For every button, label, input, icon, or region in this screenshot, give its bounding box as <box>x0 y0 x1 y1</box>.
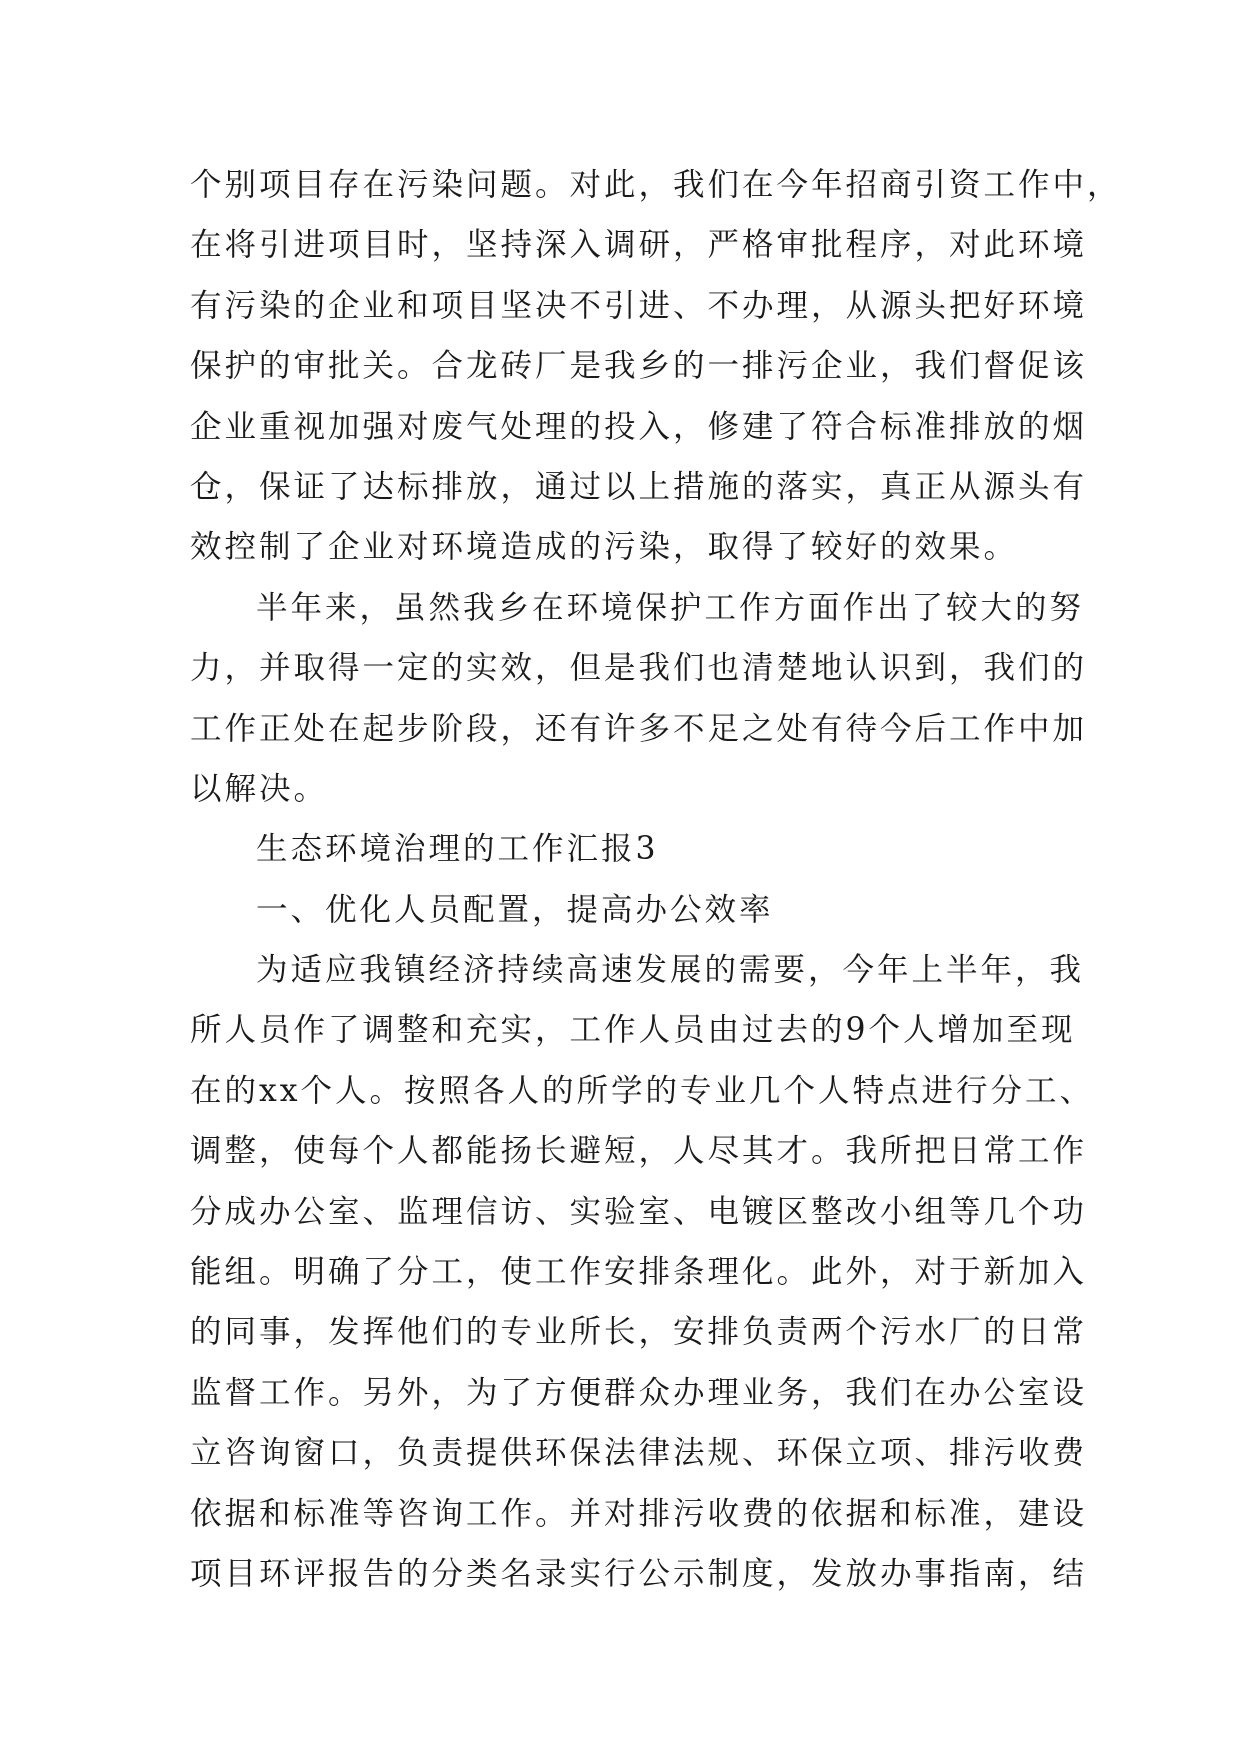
text-line: 效控制了企业对环境造成的污染，取得了较好的效果。 <box>190 529 1019 566</box>
text-line: 仓，保证了达标排放，通过以上措施的落实，真正从源头有 <box>190 468 1088 505</box>
text-line: 监督工作。另外，为了方便群众办理业务，我们在办公室设 <box>190 1374 1088 1411</box>
text-line: 保护的审批关。合龙砖厂是我乡的一排污企业，我们督促该 <box>190 348 1088 385</box>
text-line: 个别项目存在污染问题。对此，我们在今年招商引资工作中， <box>190 167 1122 203</box>
text-line: 的同事，发挥他们的专业所长，安排负责两个污水厂的日常 <box>190 1314 1088 1351</box>
text-line: 项目环评报告的分类名录实行公示制度，发放办事指南，结 <box>190 1555 1088 1592</box>
text-line: 在将引进项目时，坚持深入调研，严格审批程序，对此环境 <box>190 227 1088 264</box>
text-line: 能组。明确了分工，使工作安排条理化。此外，对于新加入 <box>190 1254 1088 1291</box>
text-line: 工作正处在起步阶段，还有许多不足之处有待今后工作中加 <box>190 710 1088 747</box>
text-line: 力，并取得一定的实效，但是我们也清楚地认识到，我们的 <box>190 650 1088 687</box>
paragraph-start-line: 半年来，虽然我乡在环境保护工作方面作出了较大的努 <box>256 589 1085 626</box>
text-line: 调整，使每个人都能扬长避短，人尽其才。我所把日常工作 <box>190 1133 1088 1170</box>
text-line: 企业重视加强对废气处理的投入，修建了符合标准排放的烟 <box>190 408 1088 445</box>
text-line: 依据和标准等咨询工作。并对排污收费的依据和标准，建设 <box>190 1495 1088 1532</box>
text-line: 在的xx个人。按照各人的所学的专业几个人特点进行分工、 <box>190 1072 1095 1109</box>
text-line: 所人员作了调整和充实，工作人员由过去的9个人增加至现 <box>190 1012 1076 1049</box>
text-line: 立咨询窗口，负责提供环保法律法规、环保立项、排污收费 <box>190 1435 1088 1472</box>
section-title: 生态环境治理的工作汇报3 <box>256 831 659 868</box>
text-line: 有污染的企业和项目坚决不引进、不办理，从源头把好环境 <box>190 287 1088 324</box>
paragraph-start-line: 为适应我镇经济持续高速发展的需要，今年上半年，我 <box>256 952 1085 989</box>
document-body <box>190 155 1122 1604</box>
text-line: 以解决。 <box>190 770 329 807</box>
text-line: 分成办公室、监理信访、实验室、电镀区整改小组等几个功 <box>190 1193 1088 1230</box>
section-heading: 一、优化人员配置，提高办公效率 <box>256 891 774 928</box>
